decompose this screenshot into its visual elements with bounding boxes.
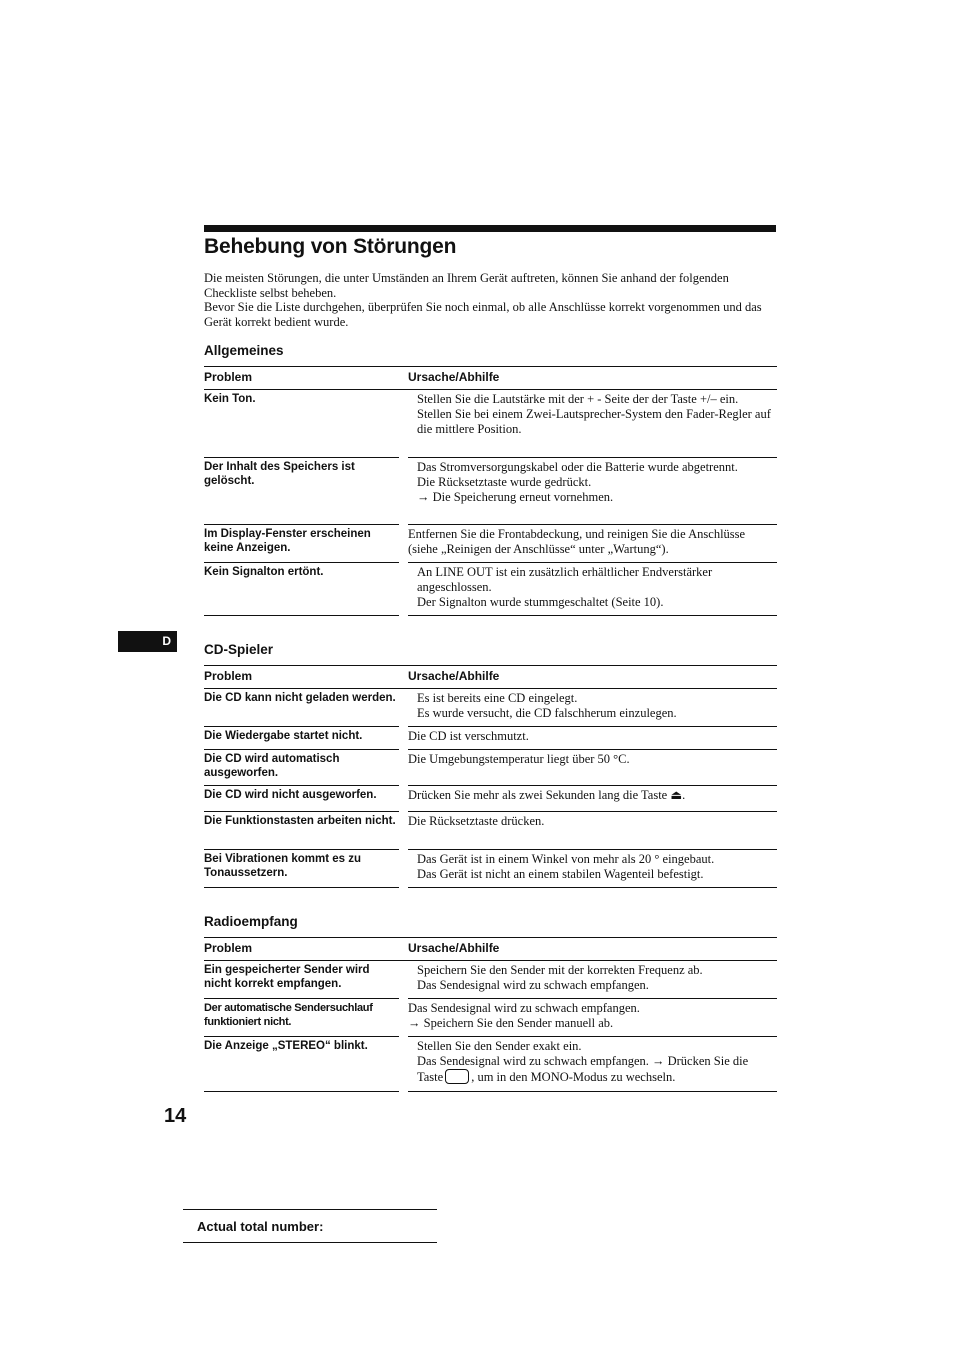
page-title: Behebung von Störungen bbox=[204, 235, 457, 258]
intro-paragraph-2: Bevor Sie die Liste durchgehen, überprüfen Sie noch einmal, ob alle Anschlüsse korrekt vorgenommen und das Gerät korrekt bedient wurde. bbox=[204, 300, 762, 329]
table-row bbox=[204, 786, 777, 812]
language-tab: D bbox=[118, 631, 177, 652]
header-problem: Problem bbox=[204, 665, 399, 689]
table-row bbox=[204, 563, 777, 616]
table-row bbox=[204, 812, 777, 850]
problem-cell: Ein gespeicherter Sender wird nicht korrekt empfangen. bbox=[204, 961, 399, 999]
table-row bbox=[204, 961, 777, 999]
cause-cell bbox=[408, 786, 777, 812]
cause-cell: Stellen Sie den Sender exakt ein. Das Sendesignal wird zu schwach empfangen. → Drücken Sie die Taste , um in den MONO-Modus zu wechseln. bbox=[408, 1037, 777, 1092]
title-rule bbox=[204, 225, 776, 232]
table-row bbox=[204, 1037, 777, 1092]
problem-cell: Die Anzeige „STEREO“ blinkt. bbox=[204, 1037, 399, 1092]
intro-text bbox=[204, 271, 776, 329]
cause-cell: Es ist bereits eine CD eingelegt. Es wurde versucht, die CD falschherum einzulegen. bbox=[408, 689, 777, 727]
problem-cell: Bei Vibrationen kommt es zu Tonaussetzern. bbox=[204, 850, 399, 888]
mono-button-icon bbox=[445, 1069, 469, 1084]
page-number: 14 bbox=[164, 1105, 187, 1127]
table-row bbox=[204, 525, 777, 563]
cause-cell: Speichern Sie den Sender mit der korrekten Frequenz ab. Das Sendesignal wird zu schwach empfangen. bbox=[408, 961, 777, 999]
header-cause: Ursache/Abhilfe bbox=[408, 366, 777, 390]
cause-cell: Das Sendesignal wird zu schwach empfangen. → Speichern Sie den Sender manuell ab. bbox=[408, 999, 777, 1037]
cause-cell: Stellen Sie die Lautstärke mit der + - Seite der der Taste +/– ein. Stellen Sie bei einem Zwei-Lautsprecher-System den Fader-Regler auf die mittlere Position. bbox=[408, 390, 777, 458]
problem-cell: Die Wiedergabe startet nicht. bbox=[204, 727, 399, 750]
problem-cell: Kein Ton. bbox=[204, 390, 399, 458]
problem-cell: Die Funktionstasten arbeiten nicht. bbox=[204, 812, 399, 850]
table-row bbox=[204, 850, 777, 888]
cause-cell: An LINE OUT ist ein zusätzlich erhältlicher Endverstärker angeschlossen. Der Signalton wurde stummgeschaltet (Seite 10). bbox=[408, 563, 777, 616]
table-row bbox=[204, 390, 777, 458]
problem-cell: Der Inhalt des Speichers ist gelöscht. bbox=[204, 458, 399, 525]
problem-cell: Kein Signalton ertönt. bbox=[204, 563, 399, 616]
problem-cell: Die CD wird automatisch ausgeworfen. bbox=[204, 750, 399, 786]
section-title-cd-spieler: CD-Spieler bbox=[204, 642, 274, 657]
table-row bbox=[204, 999, 777, 1037]
cause-cell: Entfernen Sie die Frontabdeckung, und reinigen Sie die Anschlüsse (siehe „Reinigen der Anschlüsse“ unter „Wartung“). bbox=[408, 525, 777, 563]
cause-cell: Das Gerät ist in einem Winkel von mehr als 20 ° eingebaut. Das Gerät ist nicht an einem stabilen Wagenteil befestigt. bbox=[408, 850, 777, 888]
problem-cell: Die CD wird nicht ausgeworfen. bbox=[204, 786, 399, 812]
section-title-radioempfang: Radioempfang bbox=[204, 914, 298, 929]
problem-cell: Im Display-Fenster erscheinen keine Anzeigen. bbox=[204, 525, 399, 563]
cause-cell: Die Rücksetztaste drücken. bbox=[408, 812, 777, 850]
header-cause: Ursache/Abhilfe bbox=[408, 665, 777, 689]
actual-total-number: Actual total number: bbox=[183, 1209, 437, 1243]
cause-cell: Die CD ist verschmutzt. bbox=[408, 727, 777, 750]
problem-cell: Der automatische Sendersuchlauf funktioniert nicht. bbox=[204, 999, 399, 1037]
table-row bbox=[204, 458, 777, 525]
table-row bbox=[204, 689, 777, 727]
table-cd-spieler bbox=[204, 665, 777, 888]
table-row bbox=[204, 727, 777, 750]
header-cause: Ursache/Abhilfe bbox=[408, 937, 777, 961]
table-allgemeines bbox=[204, 366, 777, 616]
table-radioempfang bbox=[204, 937, 777, 1092]
header-problem: Problem bbox=[204, 937, 399, 961]
section-title-allgemeines: Allgemeines bbox=[204, 343, 284, 358]
cause-cell: Das Stromversorgungskabel oder die Batterie wurde abgetrennt. Die Rücksetztaste wurde gedrückt. → Die Speicherung erneut vornehmen. bbox=[408, 458, 777, 525]
header-problem: Problem bbox=[204, 366, 399, 390]
eject-instruction: Drücken Sie mehr als zwei Sekunden lang die Taste ⏏. bbox=[408, 788, 686, 802]
problem-cell: Die CD kann nicht geladen werden. bbox=[204, 689, 399, 727]
intro-paragraph-1: Die meisten Störungen, die unter Umständen an Ihrem Gerät auftreten, können Sie anhand der folgenden Checkliste selbst beheben. bbox=[204, 271, 729, 300]
table-row bbox=[204, 750, 777, 786]
cause-cell: Die Umgebungstemperatur liegt über 50 °C. bbox=[408, 750, 777, 786]
